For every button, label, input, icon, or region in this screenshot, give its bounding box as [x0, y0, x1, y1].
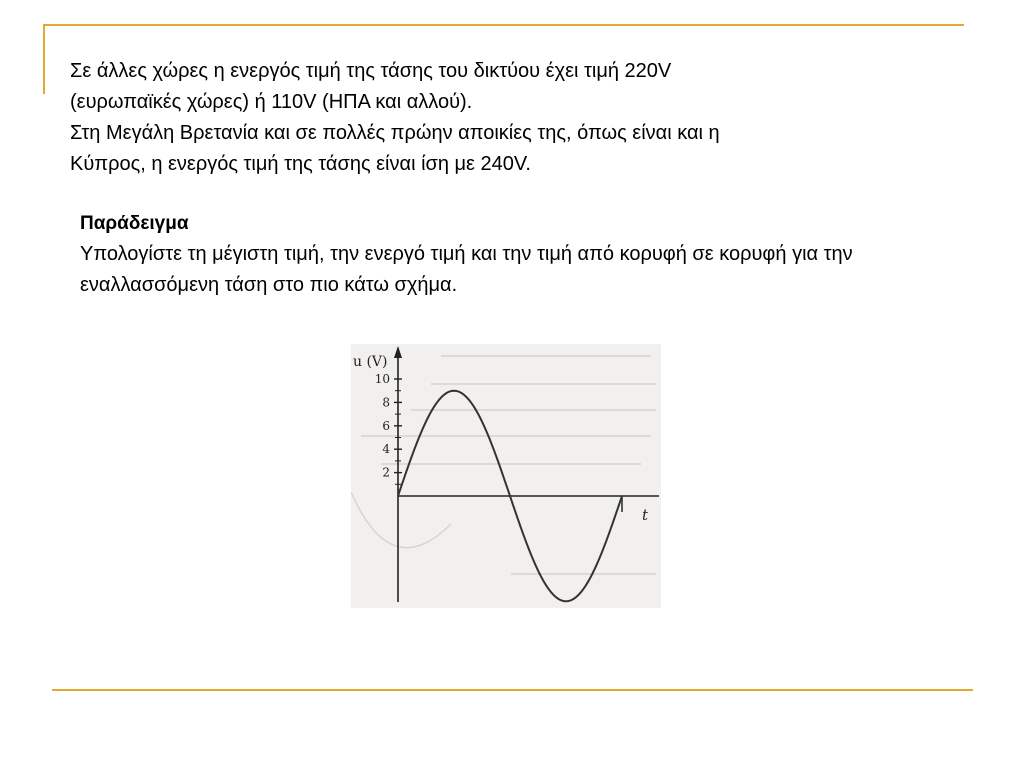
example-section: [80, 208, 960, 301]
bottom-accent-rule: [52, 689, 973, 691]
y-axis-label: u (V): [353, 354, 388, 370]
y-tick-label: 10: [374, 372, 390, 386]
y-tick-label: 2: [382, 465, 390, 480]
background-artifacts: [351, 356, 656, 574]
intro-line: Στη Μεγάλη Βρετανία και σε πολλές πρώην αποικίες της, όπως είναι και η: [70, 122, 720, 144]
y-tick-label: 8: [382, 395, 390, 410]
y-tick-label: 6: [382, 418, 390, 433]
top-accent-rule: [43, 24, 964, 26]
x-axis-label: t: [642, 506, 649, 524]
sine-wave-figure: [351, 344, 661, 608]
intro-line: Κύπρος, η ενεργός τιμή της τάσης είναι ίση με 240V.: [70, 153, 531, 175]
example-text: Υπολογίστε τη μέγιστη τιμή, την ενεργό τιμή και την τιμή από κορυφή σε κορυφή για την εναλλασσόμενη τάση στο πιο κάτω σχήμα.: [80, 243, 853, 296]
y-axis-arrow-icon: [394, 346, 402, 358]
sine-wave-graph: [351, 344, 661, 608]
intro-line: (ευρωπαϊκές χώρες) ή 110V (ΗΠΑ και αλλού).: [70, 91, 473, 113]
example-heading: Παράδειγμα: [80, 213, 189, 234]
left-accent-rule: [43, 24, 45, 94]
y-tick-label: 4: [382, 442, 390, 457]
intro-line: Σε άλλες χώρες η ενεργός τιμή της τάσης του δικτύου έχει τιμή 220V: [70, 60, 672, 82]
intro-paragraph: [70, 56, 970, 180]
